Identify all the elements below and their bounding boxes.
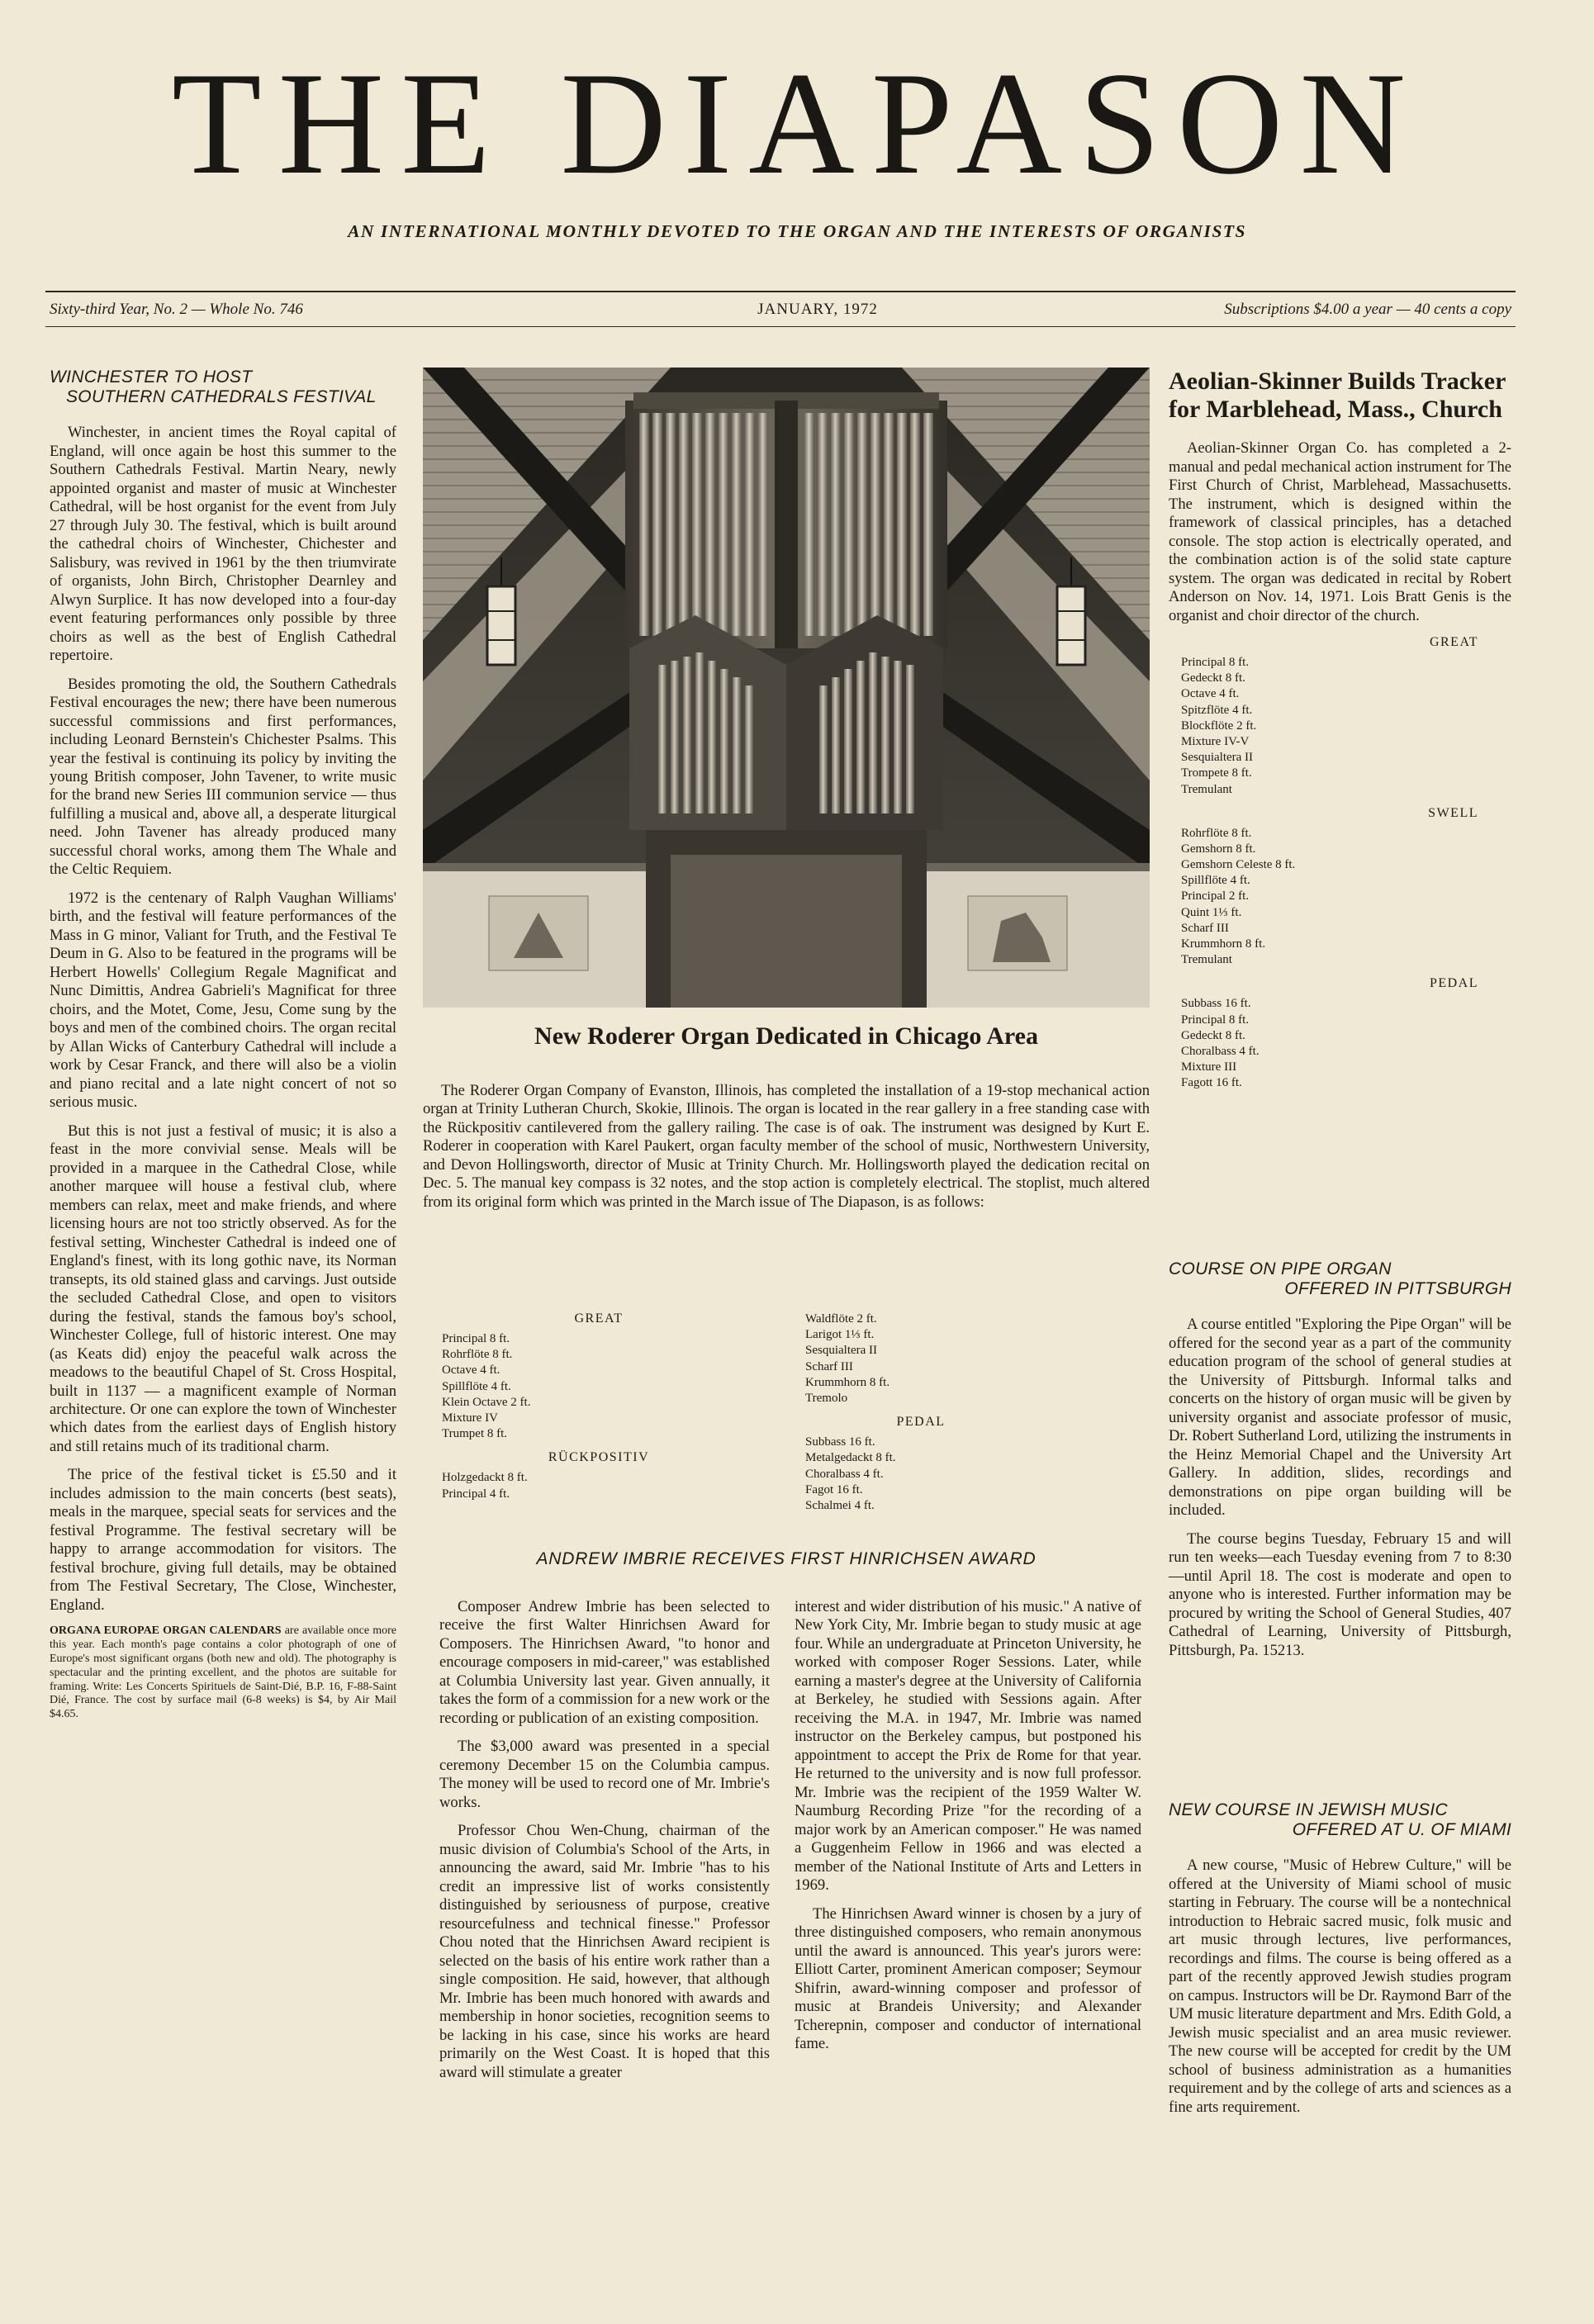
stop-item: Principal 4 ft. [442,1487,510,1501]
miami-headline-line1: NEW COURSE IN JEWISH MUSIC [1169,1800,1448,1819]
aeolian-pedal-list [1169,996,1511,1091]
stop-item: Krummhorn 8 ft. [1181,937,1266,951]
stop-item: Sesquialtera II [805,1344,878,1358]
roderer-body: The Roderer Organ Company of Evanston, Illinois, has completed the installation of a 19-stop mechanical action organ at Trinity Lutheran Church, Skokie, Illinois. The organ is located in the rear gallery in a free standing case with the Rückpositiv cantilevered from the gallery railing. The case is of oak. The instrument was designed by Kurt E. Roderer in cooperation with Karel Paukert, organ faculty member of the school of music, Northwestern University, and Devon Hollingsworth, director of Music at Trinity Church. Mr. Hollingsworth played the dedication recital on Dec. 5. The manual key compass is 32 notes, and the stop action is completely electrical. The stoplist, much altered from its original form which was printed in the March issue of The Diapason, is as follows: [423,1082,1150,1211]
winchester-headline-line1: WINCHESTER TO HOST [50,368,253,387]
stop-item: Fagott 16 ft. [1181,1076,1242,1090]
calendar-notice-text: are available once more this year. Each month's page contains a color photograph of one of Europe's most significant organs (both new and old). The photography is spectacular and the printing excellent, and the photos are suitable for framing. Write: Les Concerts Spirituels de Saint-Dié, B.P. 16, F-88-Saint Dié, France. The cost by surface mail (6-8 weeks) is $4, by Air Mail $4.65. [50,1624,396,1721]
issue-date: JANUARY, 1972 [757,301,878,318]
stop-item: Sesquialtera II [1181,751,1254,765]
pittsburgh-headline-line2: OFFERED IN PITTSBURGH [1284,1279,1511,1299]
issue-rule [45,326,1516,327]
imbrie-column-1 [439,1598,770,2092]
imbrie-paragraph: The $3,000 award was presented in a special ceremony December 15 on the Columbia campus. The money will be used to record one of Mr. Imbrie's works. [439,1738,770,1811]
winchester-headline [50,368,396,407]
stop-item: Spitzflöte 4 ft. [1181,703,1253,717]
stop-item: Metalgedackt 8 ft. [805,1451,896,1465]
stop-item: Gemshorn 8 ft. [1181,842,1256,856]
winchester-headline-line2: SOUTHERN CATHEDRALS FESTIVAL [66,387,377,407]
stop-item: Blockflöte 2 ft. [1181,719,1257,733]
stop-item: Scharf III [805,1359,853,1373]
aeolian-headline: Aeolian-Skinner Builds Tracker for Marblehead, Mass., Church [1169,368,1506,423]
stop-item: Choralbass 4 ft. [805,1467,884,1481]
aeolian-great-heading: GREAT [1429,635,1478,650]
pittsburgh-article [1169,1259,1511,1670]
stop-item: Principal 8 ft. [1181,656,1250,670]
stop-item: Subbass 16 ft. [805,1435,875,1449]
imbrie-paragraph: Professor Chou Wen-Chung, chairman of the music division of Columbia's School of the Arts, in announcing the award, said Mr. Imbrie "has to his credit an impressive list of works consistently distinguished by seriousness of purpose, creative resourcefulness and technical finesse." Professor Chou noted that the Hinrichsen Award recipient is selected on the basis of his entire work rather than a single composition. He said, however, that although Mr. Imbrie has been much honored with awards and membership in honor societies, recognition seems to be lacking in his case, since his works are heard primarily on the West Coast. It is hoped that this award will stimulate a greater [439,1822,770,2081]
stop-item: Gemshorn Celeste 8 ft. [1181,858,1296,872]
stop-item: Holzgedackt 8 ft. [442,1471,528,1485]
winchester-article [50,368,396,1732]
stop-item: Fagot 16 ft. [805,1482,863,1496]
roderer-stoplist-left [442,1303,756,1502]
aeolian-pedal-heading: PEDAL [1429,976,1478,991]
winchester-paragraph: Winchester, in ancient times the Royal capital of England, will once again be host this summer to the Southern Cathedrals Festival. Martin Neary, newly appointed organist and master of music at Winchester Cathedral, will be host organist for the event from July 27 through July 30. The festival, which is built around the cathedral choirs of Winchester, Chichester and Salisbury, was revived in 1961 by the then triumvirate of organists, John Birch, Christopher Dearnley and Alwyn Surplice. It has now developed into a four-day event featuring performances only possible by three choirs as well as the best of English Cathedral repertoire. [50,424,396,665]
stop-item: Krummhorn 8 ft. [805,1375,890,1389]
winchester-paragraph: The price of the festival ticket is £5.50 and it includes admission to the main concerts (best seats), meals in the marquee, special seats for services and the festival Programme. The festival secretary will be happy to arrange accommodation for visitors. The festival brochure, giving full details, may be obtained from The Festival Secretary, The Close, Winchester, England. [50,1466,396,1614]
stop-item: Octave 4 ft. [442,1364,500,1378]
stop-item: Scharf III [1181,921,1229,935]
roderer-caption: New Roderer Organ Dedicated in Chicago Area [534,1022,1038,1050]
stop-item: Principal 2 ft. [1181,889,1250,904]
stop-item: Waldflöte 2 ft. [805,1312,877,1326]
stop-item: Mixture IV-V [1181,734,1250,748]
roderer-pedal-list [805,1435,1037,1514]
aeolian-body: Aeolian-Skinner Organ Co. has completed a 2-manual and pedal mechanical action instrument for The First Church of Christ, Marblehead, Massachusetts. The instrument, which is designed within the framework of classical principles, has a detached console. The stop action is electrically operated, and the combination action is of the solid state capture system. The organ was dedicated in recital by Robert Anderson on Nov. 14, 1971. Lois Bratt Genis is the organist and choir director of the church. [1169,439,1511,624]
stop-item: Mixture III [1181,1060,1237,1074]
stop-item: Tremolo [805,1391,848,1405]
roderer-stoplist-right [805,1311,1037,1514]
stop-item: Trumpet 8 ft. [442,1427,508,1441]
roderer-article [423,1082,1150,1221]
stop-item: Klein Octave 2 ft. [442,1395,531,1409]
stop-item: Gedeckt 8 ft. [1181,1028,1245,1042]
issue-volume: Sixty-third Year, No. 2 — Whole No. 746 [50,301,303,318]
stop-item: Principal 8 ft. [1181,1013,1250,1027]
organ-photo [423,368,1150,1008]
roderer-ruck-list [442,1470,756,1501]
roderer-ruck-heading: RÜCKPOSITIV [548,1450,650,1465]
stop-item: Octave 4 ft. [1181,687,1240,701]
stop-item: Quint 1⅓ ft. [1181,905,1242,919]
stop-item: Larigot 1⅓ ft. [805,1328,875,1342]
stop-item: Mixture IV [442,1411,498,1425]
stop-item: Subbass 16 ft. [1181,997,1251,1011]
stop-item: Spillflöte 4 ft. [1181,874,1250,888]
pittsburgh-headline-line1: COURSE ON PIPE ORGAN [1169,1259,1392,1278]
imbrie-column-2 [795,1598,1141,2064]
aeolian-great-list [1169,655,1511,798]
pittsburgh-paragraph: A course entitled "Exploring the Pipe Organ" will be offered for the second year as a part of the community education program of the school of general studies at the University of Pittsburgh. Informal talks and concerts on the history of organ music will be given by university organist and associate professor of music, Dr. Robert Sutherland Lord, utilizing the instruments in the Heinz Memorial Chapel and the University Art Gallery. In addition, slides, recordings and demonstrations on pipe organ building will be included. [1169,1316,1511,1520]
issue-subscriptions: Subscriptions $4.00 a year — 40 cents a copy [1224,301,1511,318]
miami-headline [1169,1800,1511,1840]
imbrie-paragraph: The Hinrichsen Award winner is chosen by a jury of three distinguished composers, who remain anonymous until the award is announced. This year's jurors were: Elliott Carter, prominent American composer; Seymour Shifrin, award-winning composer and professor of music at Brandeis University; and Alexander Tcherepnin, composer and conductor of international fame. [795,1904,1141,2053]
masthead-subtitle: AN INTERNATIONAL MONTHLY DEVOTED TO THE ORGAN AND THE INTERESTS OF ORGANISTS [348,221,1246,241]
miami-headline-line2: OFFERED AT U. OF MIAMI [1292,1820,1511,1840]
stop-item: Spillflöte 4 ft. [442,1379,511,1393]
roderer-great-heading: GREAT [574,1311,624,1326]
masthead-title: THE DIAPASON [171,41,1423,205]
winchester-paragraph: 1972 is the centenary of Ralph Vaughan Williams' birth, and the festival will feature performances of the Mass in G minor, Valiant for Truth, and the Festival Te Deum in G. Also to be featured in the programs will be Herbert Howells' Collegium Regale Magnificat and Nunc Dimittis, Andrea Gabrieli's Magnificat for three choirs, and the Motet, Come, Jesu, Come sung by the boys and men of the combined choirs. The organ recital by Allan Wicks of Canterbury Cathedral will include a work by Cesar Franck, and there will also be a violin and piano recital and a late night concert of not so serious music. [50,889,396,1112]
calendar-notice [50,1624,396,1722]
roderer-great-list [442,1331,756,1442]
stop-item: Gedeckt 8 ft. [1181,671,1245,685]
pittsburgh-headline [1169,1259,1511,1299]
stop-item: Tremulant [1181,782,1232,796]
aeolian-swell-list [1169,826,1511,969]
stop-item: Tremulant [1181,953,1232,967]
winchester-paragraph: Besides promoting the old, the Southern Cathedrals Festival encourages the new; there have been numerous successful commissions and first performances, including Leonard Bernstein's Chichester Psalms. This year the festival is continuing its policy by inviting the young British composer, John Tavener, to write music for the brand new Series III communion service — thus fulfilling a musical and, above all, a desperate liturgical need. John Tavener has already produced many successful choral works, among them The Whale and the Celtic Requiem. [50,675,396,879]
stop-item: Principal 8 ft. [442,1332,510,1345]
imbrie-paragraph: interest and wider distribution of his music." A native of New York City, Mr. Imbrie began to study music at age four. While an undergraduate at Princeton University, he worked with composer Roger Sessions. Later, while earning a master's degree at the University of California at Berkeley, he studied with Sessions again. After receiving the M.A. in 1947, Mr. Imbrie was named instructor on the Berkeley campus, but postponed his appointment to accept the Prix de Rome for that year. He returned to the university and is now full professor. Mr. Imbrie was the recipient of the 1959 Walter W. Naumburg Recording Prize "for the recording of a major work by an American composer." He was named a Guggenheim Fellow in 1966 and was elected a member of the National Institute of Arts and Letters in 1969. [795,1598,1141,1895]
calendar-notice-lead: ORGANA EUROPAE ORGAN CALENDARS [50,1624,282,1638]
pittsburgh-paragraph: The course begins Tuesday, February 15 and will run ten weeks—each Tuesday evening from 7 to 8:30—until April 18. The cost is moderate and open to anyone who is interested. Further information may be procured by writing the School of General Studies, 407 Cathedral of Learning, University of Pittsburgh, Pittsburgh, Pa. 15213. [1169,1530,1511,1659]
stop-item: Rohrflöte 8 ft. [1181,826,1252,840]
roderer-pedal-heading: PEDAL [896,1415,946,1430]
stop-item: Trompete 8 ft. [1181,766,1252,780]
aeolian-article [1169,368,1511,1092]
stop-item: Rohrflöte 8 ft. [442,1348,513,1362]
miami-paragraph: A new course, "Music of Hebrew Culture," will be offered at the University of Miami school of music starting in February. The course will be a nontechnical introduction to Hebraic sacred music, folk music and art music through lectures, live performances, recordings and films. The course is being offered as a part of the recently approved Jewish studies program on campus. Instructors will be Dr. Raymond Barr of the UM music literature department and Mrs. Edith Gold, a Jewish music specialist and an area music reviewer. The new course will be accepted for credit by the UM school of business administration as a humanities requirement and by the college of arts and sciences as a fine arts requirement. [1169,1857,1511,2116]
imbrie-paragraph: Composer Andrew Imbrie has been selected to receive the first Walter Hinrichsen Award for Composers. The Hinrichsen Award, "to honor and encourage composers in mid-career," was established at Columbia University last year. Given annually, it takes the form of a commission for a new work or the recording or publication of an existing composition. [439,1598,770,1727]
imbrie-headline: ANDREW IMBRIE RECEIVES FIRST HINRICHSEN AWARD [536,1549,1037,1568]
aeolian-swell-heading: SWELL [1428,805,1478,820]
roderer-ruck-cont-list [805,1311,1037,1406]
stop-item: Choralbass 4 ft. [1181,1044,1260,1058]
top-rule [45,291,1516,292]
winchester-paragraph: But this is not just a festival of music; it is also a feast in the more convivial sense. Meals will be provided in a marquee in the Cathedral Close, while another marquee will house a festival club, where members can relax, meet and make friends, and where licensing hours are not too strictly observed. As for the festival setting, Winchester Cathedral is indeed one of England's finest, with its long gothic nave, its Norman transepts, its old stained glass and carvings. Just outside the secluded Cathedral Close, and open to visitors during the festival, stands the famous boy's school, Winchester College, full of historic interest. One may (as Keats did) enjoy the peaceful walk across the meadows to the beautiful Chapel of St. Cross Hospital, built in 1137 — a magnificent example of Norman architecture. Or one can explore the town of Winchester which dates from the earliest days of English history and still retains much of its traditional charm. [50,1122,396,1455]
miami-article [1169,1800,1511,2127]
stop-item: Schalmei 4 ft. [805,1498,875,1512]
